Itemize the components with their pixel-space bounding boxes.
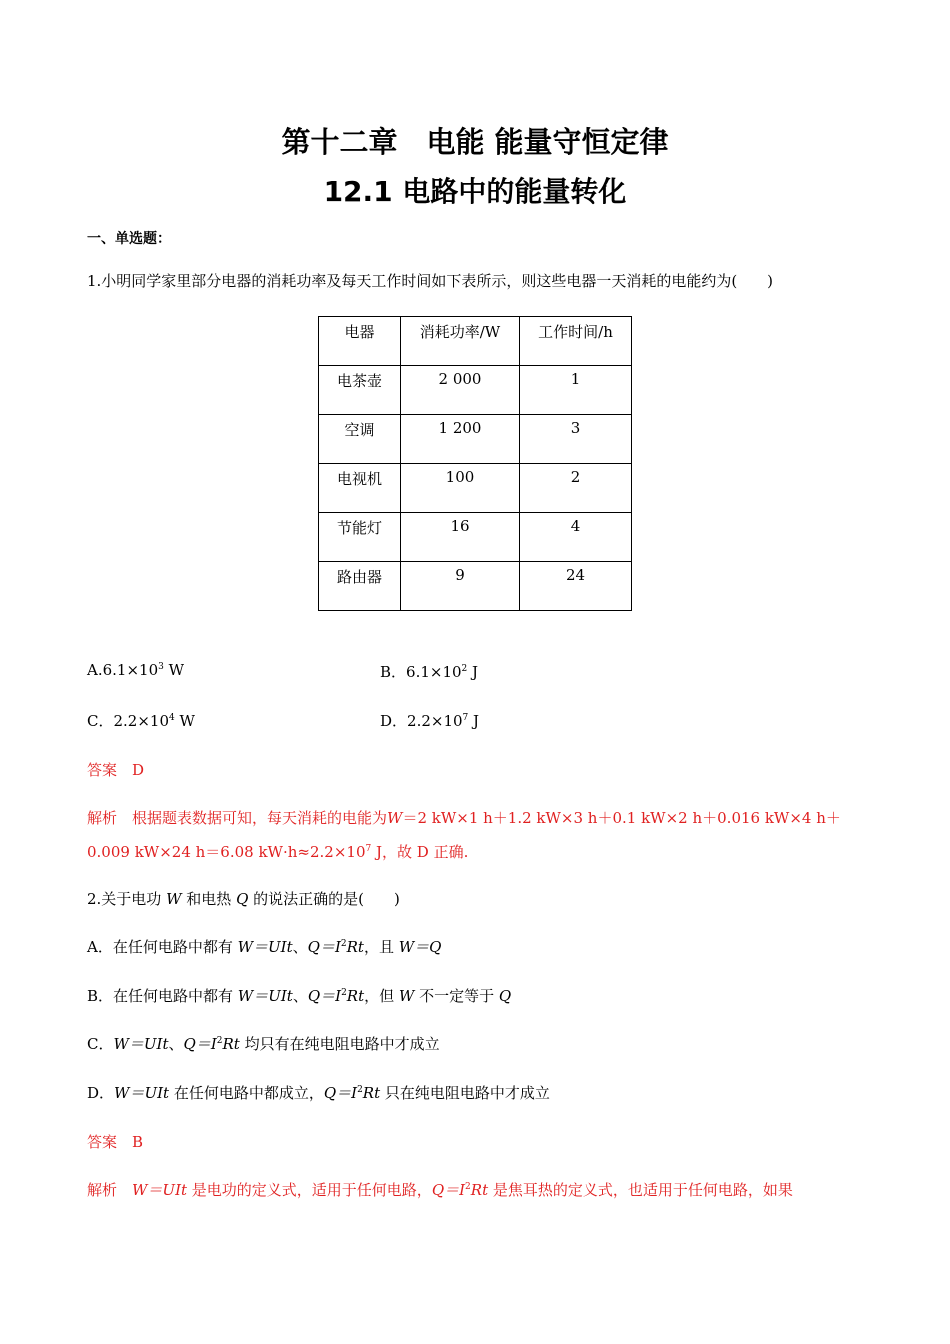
table-cell: 路由器 xyxy=(336,568,382,586)
table-cell: 9 xyxy=(455,566,465,584)
q1-option-a: $A.6.1\times 10^3$ W xyxy=(87,661,185,679)
q1-option-c: C．$2.2\times 10^4$ W xyxy=(87,712,195,730)
q1-analysis-line1: 解析 根据题表数据可知，每天消耗的电能为W＝2 kW×1 h＋1.2 kW×3 h＋0.1 kW×2 h＋0.016 kW×4 h＋ xyxy=(87,809,841,827)
table-cell: 100 xyxy=(445,468,475,486)
table-cell: 1 xyxy=(570,370,581,388)
q1-option-d: D．$2.2\times 10^7$ J xyxy=(380,712,480,730)
table-cell: 4 xyxy=(570,517,581,535)
q1-option-b: B．$6.1\times 10^2$ J xyxy=(380,663,479,681)
q1-answer: 答案 D xyxy=(87,761,145,779)
section-heading: 一、单选题： xyxy=(87,231,171,247)
q1-table xyxy=(318,316,632,611)
q1-analysis-line2: 0.009 kW×24 h＝6.08 $kW\cdot h\approx 2.2\times 10^7$ J，故 D 正确. xyxy=(87,843,469,861)
table-row xyxy=(319,464,632,513)
table-cell: 节能灯 xyxy=(336,519,382,537)
table-row xyxy=(319,415,632,464)
q1-stem: 1.小明同学家里部分电器的消耗功率及每天工作时间如下表所示，则这些电器一天消耗的电能约为( ) xyxy=(87,272,774,290)
table-cell: 2 xyxy=(570,468,581,486)
table-header-row xyxy=(319,317,632,366)
table-cell: 电视机 xyxy=(336,470,382,488)
table-cell: 2 000 xyxy=(438,370,482,388)
q2-answer: 答案 B xyxy=(87,1133,144,1151)
table-row xyxy=(319,366,632,415)
q2-option-c: C．W＝UIt、$Q=I^2Rt$ 均只有在纯电阻电路中才成立 xyxy=(87,1035,440,1053)
table-header-cell: 消耗功率/W xyxy=(419,323,501,341)
table-header-cell: 工作时间/h xyxy=(538,323,613,341)
table-cell: 空调 xyxy=(344,421,375,439)
q2-option-a: A．在任何电路中都有 W＝UIt、$Q=I^2Rt$，且 W＝Q xyxy=(87,938,442,956)
q2-option-d: D．W＝UIt 在任何电路中都成立，$Q=I^2Rt$ 只在纯电阻电路中才成立 xyxy=(87,1084,550,1102)
table-row xyxy=(319,562,632,611)
table-cell: 24 xyxy=(565,566,586,584)
table-header-cell: 电器 xyxy=(344,323,375,341)
table-cell: 1 200 xyxy=(438,419,482,437)
table-cell: 3 xyxy=(570,419,581,437)
table-cell: 电茶壶 xyxy=(336,372,382,390)
q2-stem: 2.关于电功 W 和电热 Q 的说法正确的是( ) xyxy=(87,890,400,908)
section-title: 12.1 电路中的能量转化 xyxy=(323,175,627,208)
q2-analysis: 解析 W＝UIt 是电功的定义式，适用于任何电路，$Q=I^2Rt$ 是焦耳热的定义式，也适用于任何电路，如果 xyxy=(87,1181,793,1199)
chapter-title: 第十二章 电能 能量守恒定律 xyxy=(281,125,669,159)
q2-option-b: B．在任何电路中都有 W＝UIt、$Q=I^2Rt$，但 W 不一定等于 Q xyxy=(87,987,512,1005)
table-row xyxy=(319,513,632,562)
table-cell: 16 xyxy=(450,517,470,535)
